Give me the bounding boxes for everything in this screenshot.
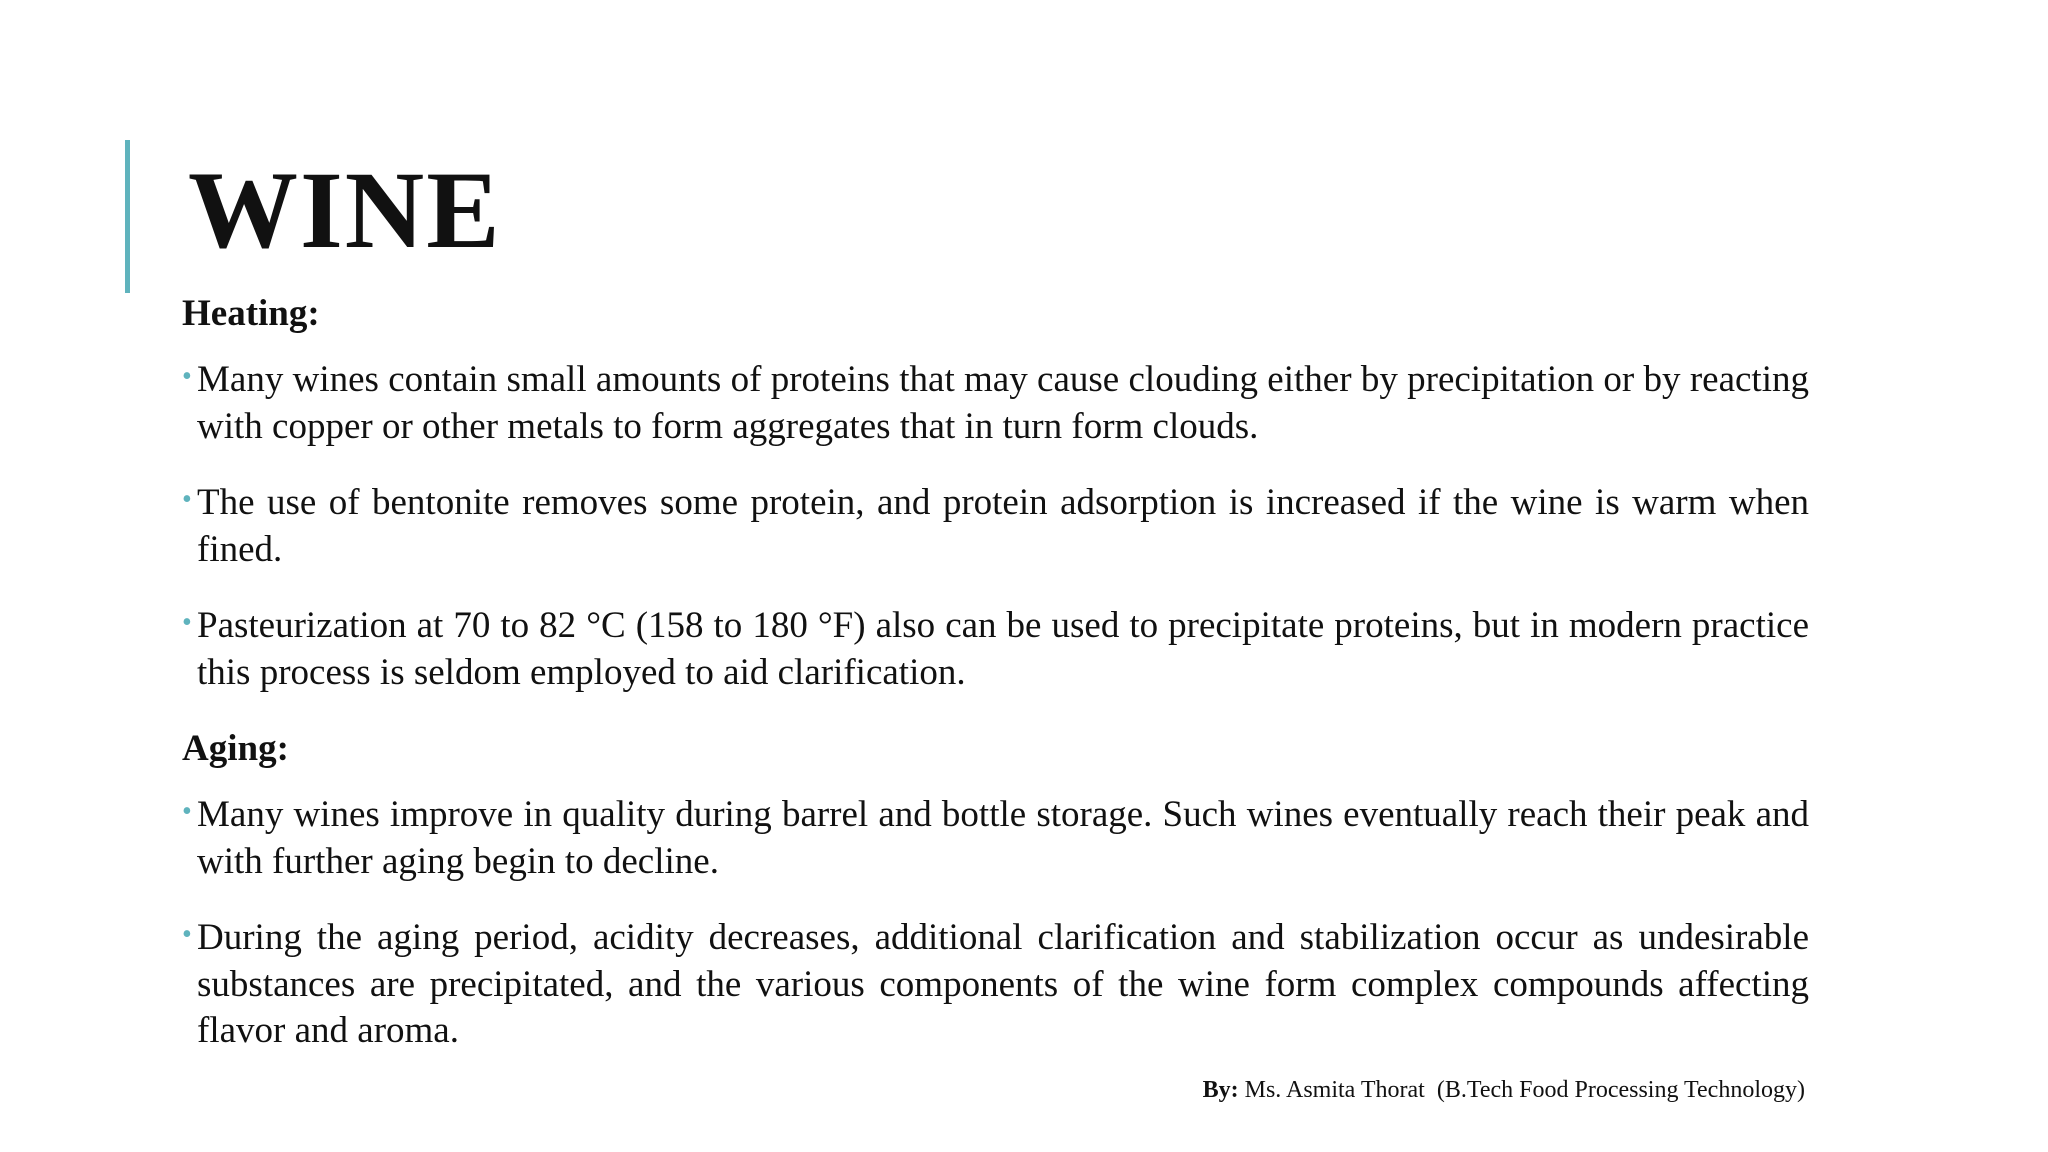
bullet-text: The use of bentonite removes some protein, and protein adsorption is increased if the wine is warm when fined.: [197, 482, 1809, 570]
bullet-item: [182, 480, 1809, 573]
title-accent-bar: [125, 140, 130, 293]
bullet-icon: •: [182, 361, 192, 392]
bullet-list: [182, 792, 1809, 1055]
bullet-item: [182, 792, 1809, 885]
byline-label: By:: [1202, 1077, 1239, 1103]
bullet-text: Pasteurization at 70 to 82 °C (158 to 180 °F) also can be used to precipitate proteins, but in modern practice this process is seldom employed to aid clarification.: [197, 605, 1809, 693]
bullet-item: [182, 357, 1809, 450]
bullet-item: [182, 915, 1809, 1055]
author-byline: [1203, 1075, 1805, 1105]
section-heading: Heating:: [182, 293, 320, 334]
bullet-icon: •: [182, 484, 192, 515]
bullet-text: During the aging period, acidity decreases, additional clarification and stabilization occur as undesirable substances are precipitated, and the various components of the wine form complex compounds affecting flavor and aroma.: [197, 917, 1809, 1051]
slide-content: [182, 291, 1809, 1085]
slide-title: WINE: [188, 149, 502, 271]
bullet-icon: •: [182, 796, 192, 827]
section-heating: [182, 291, 1809, 696]
section-heading: Aging:: [182, 728, 289, 769]
byline-text: Ms. Asmita Thorat (B.Tech Food Processing Technology): [1238, 1077, 1805, 1103]
bullet-item: [182, 603, 1809, 696]
bullet-text: Many wines contain small amounts of proteins that may cause clouding either by precipitation or by reacting with copper or other metals to form aggregates that in turn form clouds.: [197, 359, 1809, 447]
bullet-icon: •: [182, 607, 192, 638]
bullet-list: [182, 357, 1809, 696]
bullet-text: Many wines improve in quality during barrel and bottle storage. Such wines eventually reach their peak and with further aging begin to decline.: [197, 794, 1809, 882]
bullet-icon: •: [182, 919, 192, 950]
section-aging: [182, 726, 1809, 1055]
